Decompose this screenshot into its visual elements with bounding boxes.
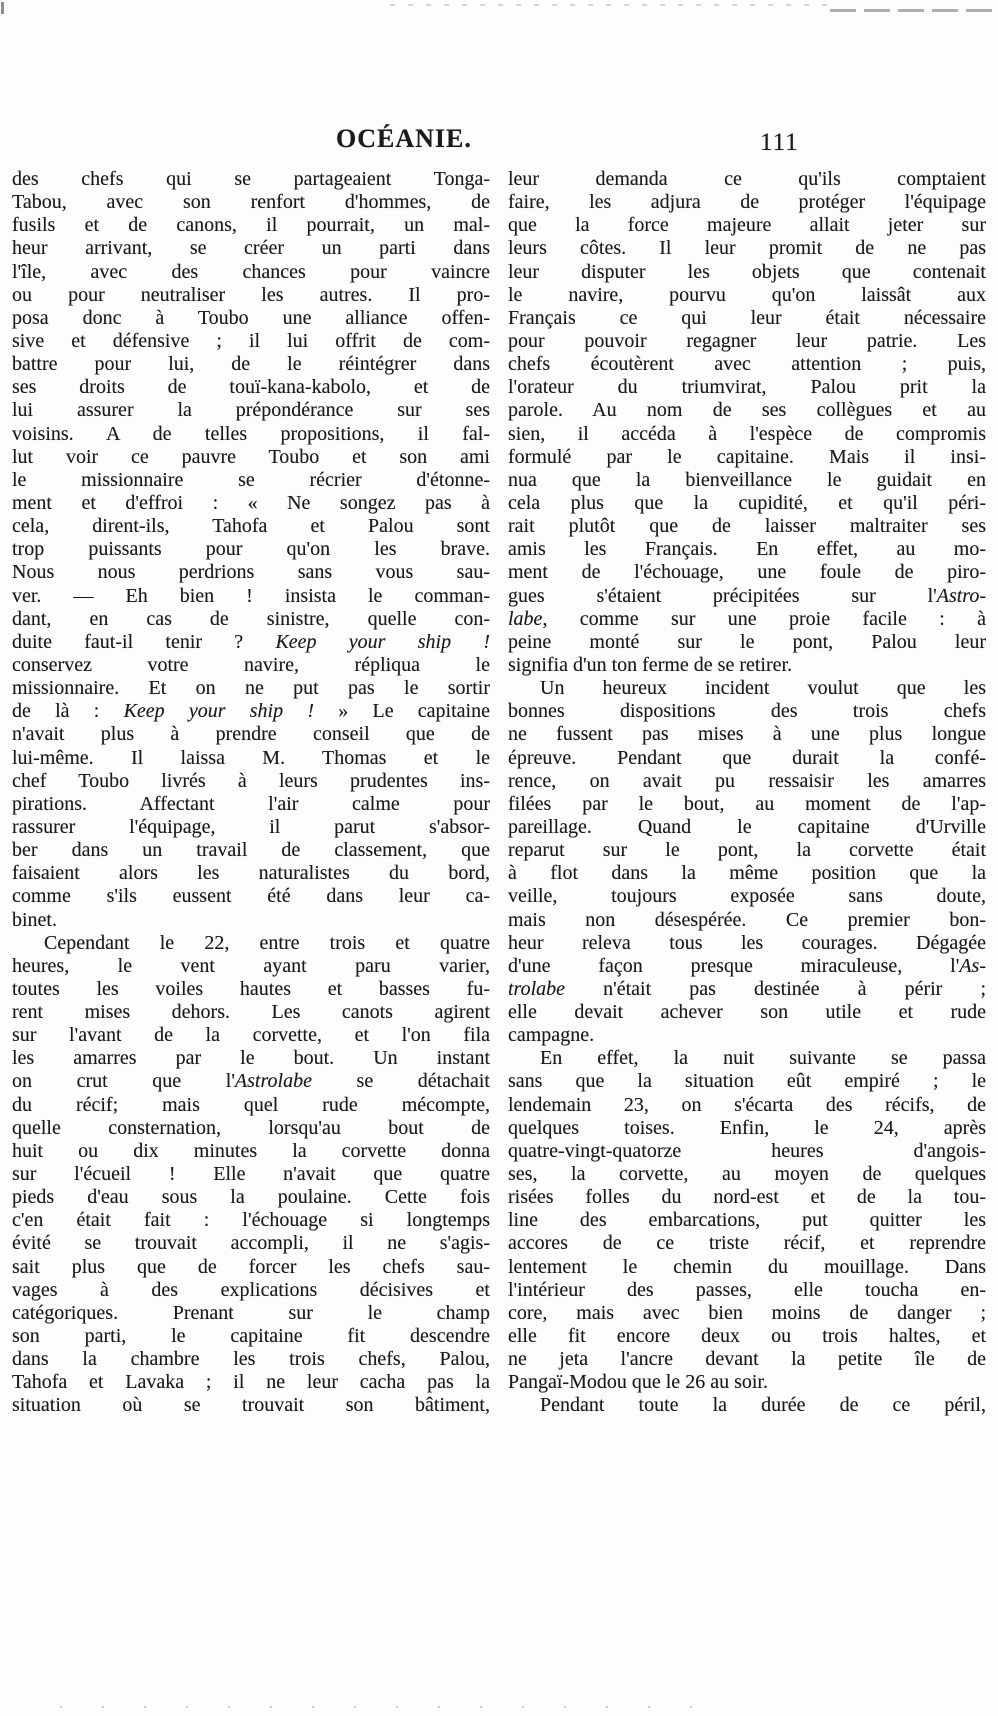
text-line: vages à des explications décisives et bbox=[12, 1278, 490, 1301]
text-line: risées folles du nord-est et de la tou- bbox=[508, 1186, 986, 1209]
text-line: cela, dirent-ils, Tahofa et Palou sont bbox=[12, 515, 490, 538]
text-line: pirations. Affectant l'air calme pour bbox=[12, 792, 490, 815]
text-line: sait plus que de forcer les chefs sau- bbox=[12, 1255, 490, 1278]
text-line: toutes les voiles hautes et basses fu- bbox=[12, 977, 490, 1000]
text-line: l'intérieur des passes, elle toucha en- bbox=[508, 1278, 986, 1301]
text-line: c'en était fait : l'échouage si longtemps bbox=[12, 1209, 490, 1232]
text-line: Pendant toute la durée de ce péril, bbox=[540, 1394, 986, 1417]
text-line: posa donc à Toubo une alliance offen- bbox=[12, 306, 490, 329]
text-line: rent mises dehors. Les canots agirent bbox=[12, 1001, 490, 1024]
text-line: Tabou, avec son renfort d'hommes, de bbox=[12, 191, 490, 214]
text-line: chefs écoutèrent avec attention ; puis, bbox=[508, 353, 986, 376]
text-line: ment et d'effroi : « Ne songez pas à bbox=[12, 491, 490, 514]
text-line: Un heureux incident voulut que les bbox=[540, 677, 986, 700]
text-line: quelle consternation, lorsqu'au bout de bbox=[12, 1116, 490, 1139]
text-line: duite faut-il tenir ? Keep your ship ! bbox=[12, 630, 490, 653]
text-line: pour pouvoir regagner leur patrie. Les bbox=[508, 329, 986, 352]
text-line: évité se trouvait accompli, il ne s'agis- bbox=[12, 1232, 490, 1255]
text-line: amis les Français. En effet, au mo- bbox=[508, 538, 986, 561]
text-line: ses, la corvette, au moyen de quelques bbox=[508, 1163, 986, 1186]
text-line: le missionnaire se récrier d'étonne- bbox=[12, 468, 490, 491]
text-line: rassurer l'équipage, il parut s'absor- bbox=[12, 815, 490, 838]
text-line: Français ce qui leur était nécessaire bbox=[508, 306, 986, 329]
text-column-right bbox=[508, 168, 986, 1418]
text-line: bonnes dispositions des trois chefs bbox=[508, 700, 986, 723]
text-line: ne jeta l'ancre devant la petite île de bbox=[508, 1348, 986, 1371]
text-line: chef Toubo livrés à leurs prudentes ins- bbox=[12, 769, 490, 792]
text-line: des chefs qui se partageaient Tonga- bbox=[12, 168, 490, 190]
text-line: ou pour neutraliser les autres. Il pro- bbox=[12, 283, 490, 306]
text-line: missionnaire. Et on ne put pas le sortir bbox=[12, 677, 490, 700]
text-line: huit ou dix minutes la corvette donna bbox=[12, 1139, 490, 1162]
text-line: En effet, la nuit suivante se passa bbox=[540, 1047, 986, 1070]
text-line: Cependant le 22, entre trois et quatre bbox=[44, 931, 490, 954]
text-line: reparut sur le pont, la corvette était bbox=[508, 839, 986, 862]
text-line: ber dans un travail de classement, que bbox=[12, 839, 490, 862]
text-line: l'île, avec des chances pour vaincre bbox=[12, 260, 490, 283]
text-line: leur demanda ce qu'ils comptaient bbox=[508, 168, 986, 190]
text-line: nua que la bienveillance le guidait en bbox=[508, 468, 986, 491]
text-line: formulé par le capitaine. Mais il insi- bbox=[508, 445, 986, 468]
text-line: gues s'étaient précipitées sur l'Astro- bbox=[508, 584, 986, 607]
text-line: cela plus que la cupidité, et qu'il péri- bbox=[508, 491, 986, 514]
text-line: trop puissants pour qu'on les brave. bbox=[12, 538, 490, 561]
text-line: l'orateur du triumvirat, Palou prit la bbox=[508, 376, 986, 399]
text-line: campagne. bbox=[508, 1024, 595, 1047]
text-line: pieds d'eau sous la poulaine. Cette fois bbox=[12, 1186, 490, 1209]
text-line: conservez votre navire, répliqua le bbox=[12, 653, 490, 676]
text-line: lui assurer la prépondérance sur ses bbox=[12, 399, 490, 422]
text-line: sur l'écueil ! Elle n'avait que quatre bbox=[12, 1163, 490, 1186]
text-line: ver. — Eh bien ! insista le comman- bbox=[12, 584, 490, 607]
scan-artifact-top-left bbox=[1, 2, 4, 14]
text-line: rence, on avait pu ressaisir les amarres bbox=[508, 769, 986, 792]
text-line: quelques toises. Enfin, le 24, après bbox=[508, 1116, 986, 1139]
text-line: ne fussent pas mises à une plus longue bbox=[508, 723, 986, 746]
text-line: filées par le bout, au moment de l'ap- bbox=[508, 792, 986, 815]
text-line: du récif; mais quel rude mécompte, bbox=[12, 1093, 490, 1116]
text-line: core, mais avec bien moins de danger ; bbox=[508, 1301, 986, 1324]
text-line: comme s'ils eussent été dans leur ca- bbox=[12, 885, 490, 908]
text-line: Nous nous perdrions sans vous sau- bbox=[12, 561, 490, 584]
text-column-left bbox=[12, 168, 490, 1418]
text-line: faisaient alors les naturalistes du bord, bbox=[12, 862, 490, 885]
text-line: heur releva tous les courages. Dégagée bbox=[508, 931, 986, 954]
text-line: n'avait plus à prendre conseil que de bbox=[12, 723, 490, 746]
text-line: leur disputer les objets que contenait bbox=[508, 260, 986, 283]
text-line: mais non désespérée. Ce premier bon- bbox=[508, 908, 986, 931]
text-line: heures, le vent ayant paru varier, bbox=[12, 954, 490, 977]
text-line: lui-même. Il laissa M. Thomas et le bbox=[12, 746, 490, 769]
text-line: peine monté sur le pont, Palou leur bbox=[508, 630, 986, 653]
text-line: veille, toujours exposée sans doute, bbox=[508, 885, 986, 908]
text-line: Tahofa et Lavaka ; il ne leur cacha pas la bbox=[12, 1371, 490, 1394]
text-line: parole. Au nom de ses collègues et au bbox=[508, 399, 986, 422]
text-line: rait plutôt que de laisser maltraiter ses bbox=[508, 515, 986, 538]
text-line: quatre-vingt-quatorze heures d'angois- bbox=[508, 1139, 986, 1162]
scan-artifact-top-middle bbox=[390, 4, 830, 6]
text-line: labe, comme sur une proie facile : à bbox=[508, 607, 986, 630]
text-line: ment de l'échouage, une foule de piro- bbox=[508, 561, 986, 584]
text-line: lentement le chemin du mouillage. Dans bbox=[508, 1255, 986, 1278]
text-line: sur l'avant de la corvette, et l'on fila bbox=[12, 1024, 490, 1047]
page-number: 111 bbox=[760, 129, 799, 156]
text-line: catégoriques. Prenant sur le champ bbox=[12, 1301, 490, 1324]
text-line: lendemain 23, on s'écarta des récifs, de bbox=[508, 1093, 986, 1116]
text-line: son parti, le capitaine fit descendre bbox=[12, 1325, 490, 1348]
text-line: faire, les adjura de protéger l'équipage bbox=[508, 191, 986, 214]
text-line: épreuve. Pendant que durait la confé- bbox=[508, 746, 986, 769]
text-line: Pangaï-Modou que le 26 au soir. bbox=[508, 1371, 768, 1394]
text-line: elle devait achever son utile et rude bbox=[508, 1001, 986, 1024]
text-line: sien, il accéda à l'espèce de compromis bbox=[508, 422, 986, 445]
text-line: les amarres par le bout. Un instant bbox=[12, 1047, 490, 1070]
text-line: ses droits de touï-kana-kabolo, et de bbox=[12, 376, 490, 399]
text-line: sive et défensive ; il lui offrit de com- bbox=[12, 329, 490, 352]
text-line: dans la chambre les trois chefs, Palou, bbox=[12, 1348, 490, 1371]
text-line: on crut que l'Astrolabe se détachait bbox=[12, 1070, 490, 1093]
scan-artifact-top-right bbox=[830, 9, 998, 12]
text-line: line des embarcations, put quitter les bbox=[508, 1209, 986, 1232]
text-line: que la force majeure allait jeter sur bbox=[508, 214, 986, 237]
scan-artifact-bottom bbox=[60, 1706, 700, 1708]
text-line: d'une façon presque miraculeuse, l'As- bbox=[508, 954, 986, 977]
text-line: signifia d'un ton ferme de se retirer. bbox=[508, 653, 793, 676]
text-line: à flot dans la même position que la bbox=[508, 862, 986, 885]
text-line: leurs côtes. Il leur promit de ne pas bbox=[508, 237, 986, 260]
text-line: de là : Keep your ship ! » Le capitaine bbox=[12, 700, 490, 723]
text-line: sans que la situation eût empiré ; le bbox=[508, 1070, 986, 1093]
text-line: le navire, pourvu qu'on laissât aux bbox=[508, 283, 986, 306]
text-line: binet. bbox=[12, 908, 57, 931]
text-line: situation où se trouvait son bâtiment, bbox=[12, 1394, 490, 1417]
text-line: voisins. A de telles propositions, il fal- bbox=[12, 422, 490, 445]
text-line: pareillage. Quand le capitaine d'Urville bbox=[508, 815, 986, 838]
text-line: heur arrivant, se créer un parti dans bbox=[12, 237, 490, 260]
text-line: dant, en cas de sinistre, quelle con- bbox=[12, 607, 490, 630]
text-line: accores de ce triste récif, et reprendre bbox=[508, 1232, 986, 1255]
text-line: elle fit encore deux ou trois haltes, et bbox=[508, 1325, 986, 1348]
text-line: fusils et de canons, il pourrait, un mal- bbox=[12, 214, 490, 237]
running-head-title: OCÉANIE. bbox=[336, 124, 472, 153]
text-line: lut voir ce pauvre Toubo et son ami bbox=[12, 445, 490, 468]
text-line: trolabe n'était pas destinée à périr ; bbox=[508, 977, 986, 1000]
text-line: battre pour lui, de le réintégrer dans bbox=[12, 353, 490, 376]
